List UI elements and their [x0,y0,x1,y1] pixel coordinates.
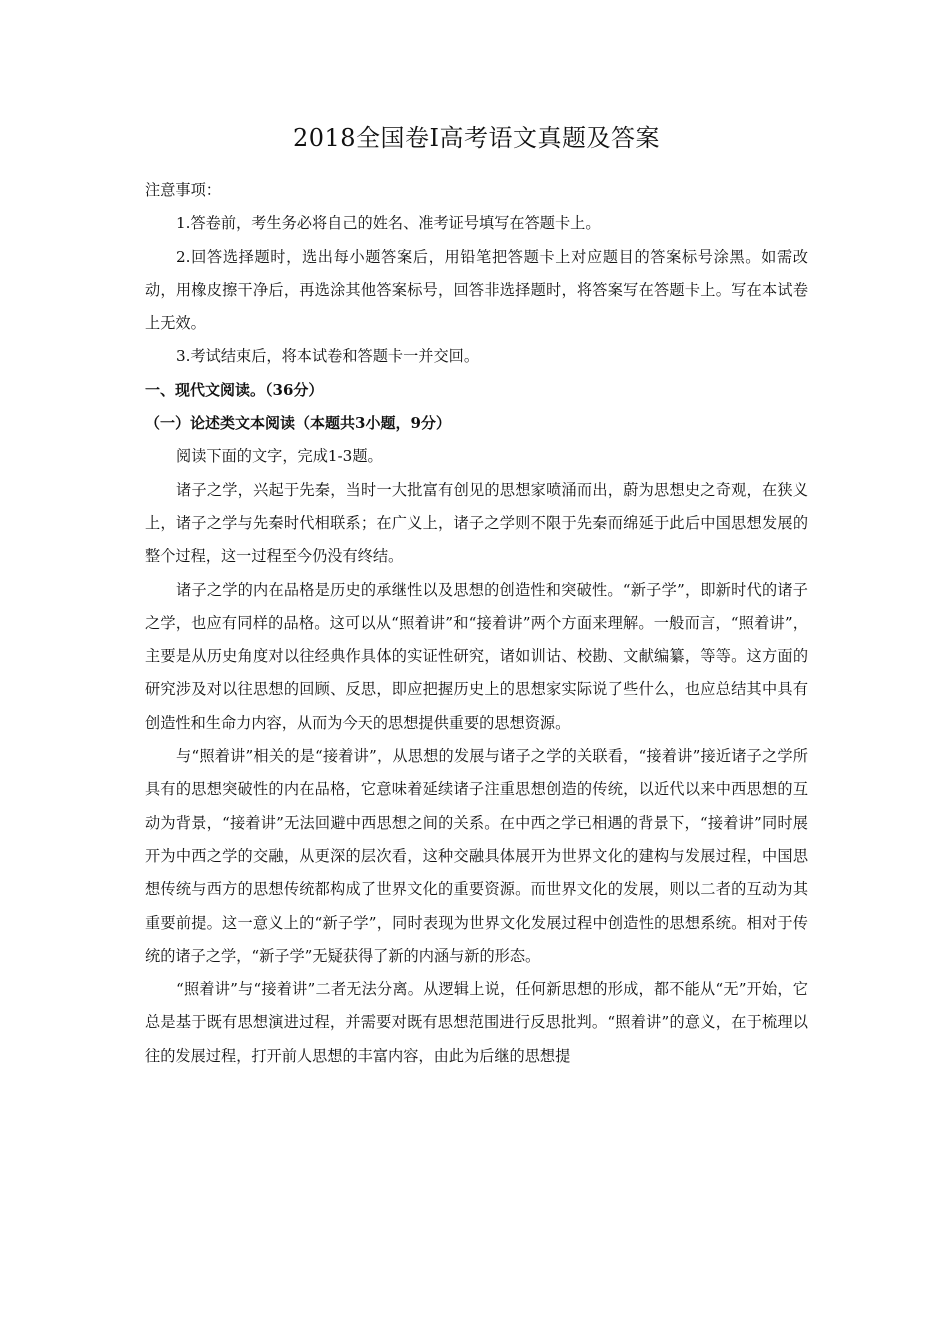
notice-heading: 注意事项： [145,181,221,199]
passage-paragraph-2: 诸子之学的内在品格是历史的承继性以及思想的创造性和突破性。“新子学”，即新时代的诸子之学，也应有同样的品格。这可以从“照着讲”和“接着讲”两个方面来理解。一般而言，“照着讲”，主要是从历史角度对以往经典作具体的实证性研究，诸如训诂、校勘、文献编纂，等等。这方面的研究涉及对以往思想的回顾、反思，即应把握历史上的思想家实际说了些什么，也应总结其中具有创造性和生命力内容，从而为今天的思想提供重要的思想资源。 [145,580,808,732]
notice-item-2: 2.回答选择题时，选出每小题答案后，用铅笔把答题卡上对应题目的答案标号涂黑。如需改动，用橡皮擦干净后，再选涂其他答案标号，回答非选择题时，将答案写在答题卡上。写在本试卷上无效。 [145,247,808,333]
document-title: 2018全国卷Ⅰ高考语文真题及答案 [292,124,661,152]
notice-item-1: 1.答卷前，考生务必将自己的姓名、准考证号填写在答题卡上。 [176,214,601,233]
passage-paragraph-4: “照着讲”与“接着讲”二者无法分离。从逻辑上说，任何新思想的形成，都不能从“无”开始，它总是基于既有思想演进过程，并需要对既有思想范围进行反思批判。“照着讲”的意义，在于梳理以往的发展过程，打开前人思想的丰富内容，由此为后继的思想提 [145,980,808,1065]
passage-paragraph-3: 与“照着讲”相关的是“接着讲”，从思想的发展与诸子之学的关联看，“接着讲”接近诸子之学所具有的思想突破性的内在品格，它意味着延续诸子注重思想创造的传统，以近代以来中西思想的互动为背景，“接着讲”无法回避中西思想之间的关系。在中西之学已相遇的背景下，“接着讲”同时展开为中西之学的交融，从更深的层次看，这种交融具体展开为世界文化的建构与发展过程，中国思想传统与西方的思想传统都构成了世界文化的重要资源。而世界文化的发展，则以二者的互动为其重要前提。这一意义上的“新子学”，同时表现为世界文化发展过程中创造性的思想系统。相对于传统的诸子之学，“新子学”无疑获得了新的内涵与新的形态。 [145,747,808,965]
subsection-heading-1: （一）论述类文本阅读（本题共3小题，9分） [145,414,451,433]
section-heading-1: 一、现代文阅读。（36分） [145,380,324,399]
document-page [145,118,808,1073]
notice-item-3: 3.考试结束后，将本试卷和答题卡一并交回。 [176,347,480,366]
reading-instruction: 阅读下面的文字，完成1-3题。 [176,447,383,466]
passage-paragraph-1: 诸子之学，兴起于先秦，当时一大批富有创见的思想家喷涌而出，蔚为思想史之奇观，在狭义上，诸子之学与先秦时代相联系；在广义上，诸子之学则不限于先秦而绵延于此后中国思想发展的整个过程，这一过程至今仍没有终结。 [145,480,808,566]
